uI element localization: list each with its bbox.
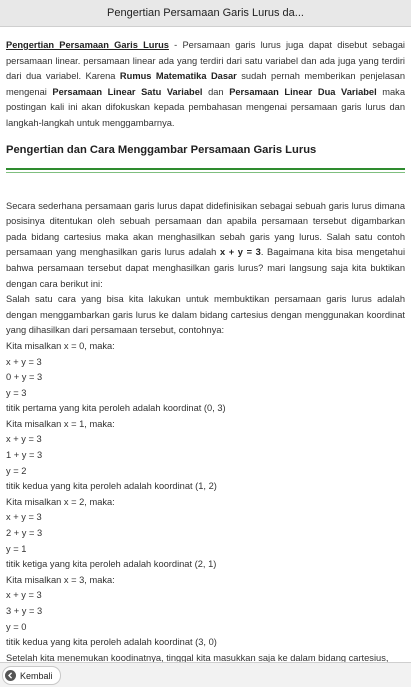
article-content[interactable]	[0, 27, 411, 662]
example-line: titik kedua yang kita peroleh adalah koordinat (1, 2)	[6, 481, 217, 492]
example-line: Kita misalkan x = 0, maka:	[6, 340, 115, 351]
example-line: x + y = 3	[6, 356, 42, 367]
intro-bold-1: Rumus Matematika Dasar	[119, 71, 237, 82]
example-line: titik pertama yang kita peroleh adalah koordinat (0, 3)	[6, 403, 226, 414]
heading-rule-thin	[6, 172, 405, 173]
back-button[interactable]	[2, 666, 61, 685]
example-line: y = 0	[6, 621, 27, 632]
intro-bold-2: Persamaan Linear Satu Variabel	[52, 86, 203, 97]
equation-bold: x + y = 3	[219, 247, 261, 258]
example-line: Kita misalkan x = 2, maka:	[6, 496, 115, 507]
back-button-label: Kembali	[20, 670, 53, 681]
page-title: Pengertian Persamaan Garis Lurus da...	[107, 7, 304, 19]
title-bar	[0, 0, 411, 27]
example-lines	[6, 339, 405, 651]
example-line: 0 + y = 3	[6, 372, 43, 383]
example-line: 2 + y = 3	[6, 528, 43, 539]
intro-text-1: - Persamaan garis lurus juga dapat disebut sebagai persamaan linear. persamaan linear ada yang terdiri dari satu variabel dan ada juga yang terdiri dari dua variabel. Karena	[6, 40, 405, 82]
intro-bold-3: Persamaan Linear Dua Variabel	[229, 86, 377, 97]
example-line: Kita misalkan x = 3, maka:	[6, 574, 115, 585]
intro-lead-link[interactable]: Pengertian Persamaan Garis Lurus	[6, 40, 169, 50]
example-line: y = 2	[6, 465, 27, 476]
example-line: x + y = 3	[6, 512, 42, 523]
example-line: y = 1	[6, 543, 27, 554]
chevron-left-icon	[5, 670, 16, 681]
example-line: titik ketiga yang kita peroleh adalah koordinat (2, 1)	[6, 559, 217, 570]
example-line: titik kedua yang kita peroleh adalah koordinat (3, 0)	[6, 637, 217, 648]
intro-text-3: dan	[202, 86, 230, 97]
example-line: Kita misalkan x = 1, maka:	[6, 418, 115, 429]
body-paragraph-2: Salah satu cara yang bisa kita lakukan untuk membuktikan persamaan garis lurus adalah dengan menggambarkan garis lurus ke dalam bidang cartesius dengan menggunakan koordinat yang dihasilkan dari persamaan tersebut, contohnya:	[6, 294, 405, 336]
example-line: x + y = 3	[6, 590, 42, 601]
example-line: y = 3	[6, 387, 27, 398]
bottom-bar	[0, 662, 411, 687]
example-line: 3 + y = 3	[6, 606, 43, 616]
heading-rule-thick	[6, 168, 405, 170]
example-line: x + y = 3	[6, 434, 42, 445]
intro-text-2: sudah pernah memberikan penjelasan mengenai	[6, 71, 405, 97]
example-line: 1 + y = 3	[6, 450, 43, 461]
section-heading: Pengertian dan Cara Menggambar Persamaan Garis Lurus	[6, 143, 317, 156]
body-p1-text-a: Secara sederhana persamaan garis lurus dapat didefinisikan sebagai sebuah garis lurus dimana posisinya ditentukan oleh sebuah persamaan dan apabila persamaan tersebut digambarkan pada bidang cartesius maka akan menghasilkan sebah garis yang lurus. Salah satu contoh persamaan yang menghasilkan garis lurus adalah	[6, 200, 405, 258]
body-paragraph-1	[6, 199, 405, 293]
body-p1-text-c: . Bagaimana kita bisa mengetahui bahwa persamaan tersebut dapat menghasilkan garis lurus? mari langsung saja kita buktikan dengan cara berikut ini:	[6, 247, 406, 289]
intro-text-4: maka postingan kali ini akan difokuskan kepada pembahasan mengenai persamaan garis lurus dan langkah-langkah untuk menggambarnya.	[6, 86, 406, 128]
intro-paragraph	[6, 38, 405, 132]
body-last-line: Setelah kita menemukan koodinatnya, tinggal kita masukkan saja ke dalam bidang cartesius,	[6, 652, 389, 662]
